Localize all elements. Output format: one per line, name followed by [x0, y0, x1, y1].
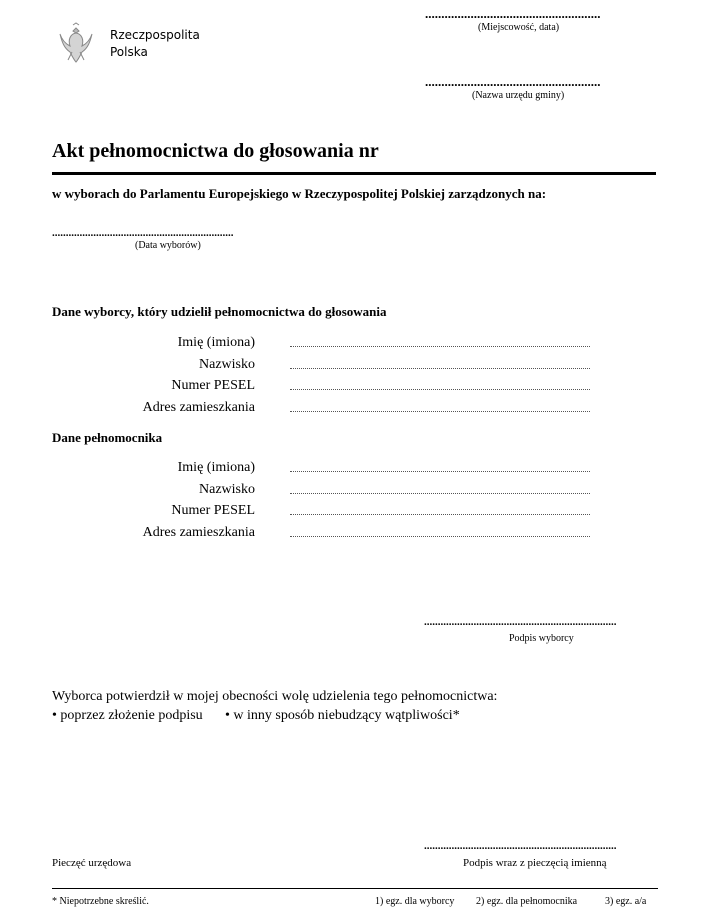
official-stamp-label: Pieczęć urzędowa: [52, 857, 132, 869]
proxy-pesel-field[interactable]: [290, 514, 590, 515]
official-signature-caption: Podpis wraz z pieczęcią imienną: [463, 857, 607, 869]
election-date-dots: ..................................................................: [52, 227, 234, 239]
proxy-first-name-label: Imię (imiona): [177, 460, 255, 475]
proxy-address-field[interactable]: [290, 536, 590, 537]
proxy-first-name-field[interactable]: [290, 471, 590, 472]
voter-pesel-label: Numer PESEL: [171, 378, 255, 393]
place-date-dots: ......................................................: [425, 6, 601, 21]
election-date-caption: (Data wyborów): [135, 240, 201, 251]
proxy-section-heading: Dane pełnomocnika: [52, 430, 163, 445]
proxy-address-label: Adres zamieszkania: [142, 525, 255, 540]
voter-pesel-field[interactable]: [290, 389, 590, 390]
voter-address-field[interactable]: [290, 411, 590, 412]
voter-surname-label: Nazwisko: [199, 357, 255, 372]
office-name-caption: (Nazwa urzędu gminy): [472, 90, 565, 101]
official-signature-dots: ......................................................................: [424, 840, 617, 852]
voter-section-heading: Dane wyborcy, który udzielił pełnomocnictwa do głosowania: [52, 304, 387, 319]
footer-note: * Niepotrzebne skreślić.: [52, 896, 149, 907]
footer-copy-archive: 3) egz. a/a: [605, 896, 647, 907]
voter-signature-caption: Podpis wyborcy: [509, 633, 574, 644]
voter-address-label: Adres zamieszkania: [142, 400, 255, 415]
confirmation-option-other: • w inny sposób niebudzący wątpliwości*: [225, 708, 460, 723]
footer-copy-voter: 1) egz. dla wyborcy: [375, 896, 455, 907]
document-title: Akt pełnomocnictwa do głosowania nr: [52, 140, 379, 162]
confirmation-option-signature: • poprzez złożenie podpisu: [52, 708, 203, 723]
brand-name-line2: Polska: [110, 45, 148, 59]
office-name-dots: ......................................................: [425, 74, 601, 89]
proxy-surname-field[interactable]: [290, 493, 590, 494]
eagle-emblem-icon: [56, 22, 96, 66]
footer-copy-proxy: 2) egz. dla pełnomocnika: [476, 896, 578, 907]
place-date-caption: (Miejscowość, data): [478, 22, 560, 33]
proxy-pesel-label: Numer PESEL: [171, 503, 255, 518]
voter-signature-dots: ......................................................................: [424, 616, 617, 628]
confirmation-text: Wyborca potwierdził w mojej obecności wolę udzielenia tego pełnomocnictwa:: [52, 689, 498, 704]
title-rule: [52, 172, 656, 175]
document-subtitle: w wyborach do Parlamentu Europejskiego w Rzeczypospolitej Polskiej zarządzonych na:: [52, 186, 547, 201]
voter-first-name-label: Imię (imiona): [177, 335, 255, 350]
voter-first-name-field[interactable]: [290, 346, 590, 347]
proxy-surname-label: Nazwisko: [199, 482, 255, 497]
voter-surname-field[interactable]: [290, 368, 590, 369]
brand-name-line1: Rzeczpospolita: [110, 28, 200, 42]
footer-rule: [52, 888, 658, 889]
